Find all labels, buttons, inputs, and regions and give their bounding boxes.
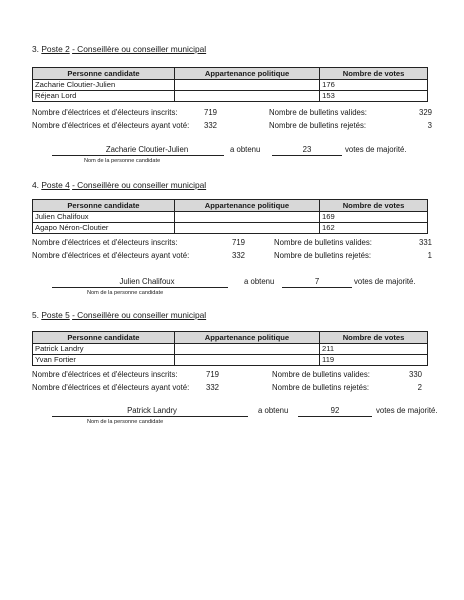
section-number: 5.	[32, 310, 39, 320]
winner-caption: Nom de la personne candidate	[87, 290, 164, 296]
candidate-name: Julien Chalifoux	[33, 212, 175, 223]
table-row	[33, 344, 428, 355]
majorite-label: votes de majorité.	[376, 406, 438, 415]
candidate-votes: 176	[320, 80, 428, 91]
winner-underline	[52, 416, 248, 417]
header-votes: Nombre de votes	[320, 332, 428, 344]
table-row	[33, 80, 428, 91]
header-party: Appartenance politique	[175, 68, 320, 80]
inscrits-label: Nombre d'électrices et d'électeurs inscrits:	[32, 370, 178, 379]
results-table	[32, 67, 428, 102]
header-party: Appartenance politique	[174, 200, 319, 212]
section-number: 3.	[32, 44, 39, 54]
majorite-underline	[272, 155, 342, 156]
inscrits-value: 719	[232, 238, 246, 247]
majorite-underline	[282, 287, 352, 288]
table-header-row	[33, 68, 428, 80]
rejetes-label: Nombre de bulletins rejetés:	[274, 251, 372, 260]
majorite-value: 92	[330, 406, 340, 415]
candidate-votes: 211	[320, 344, 428, 355]
results-table	[32, 199, 428, 234]
header-votes: Nombre de votes	[320, 68, 428, 80]
table-row	[33, 212, 428, 223]
candidate-party	[175, 91, 320, 102]
majorite-value: 23	[302, 145, 312, 154]
obtenu-label: a obtenu	[230, 145, 261, 154]
valides-label: Nombre de bulletins valides:	[274, 238, 372, 247]
candidate-name: Patrick Landry	[33, 344, 175, 355]
inscrits-label: Nombre d'électrices et d'électeurs inscrits:	[32, 108, 178, 117]
section-title	[32, 44, 206, 54]
ayant-vote-value: 332	[232, 251, 246, 260]
winner-caption: Nom de la personne candidate	[87, 419, 164, 425]
section-number: 4.	[32, 180, 39, 190]
section-title	[32, 310, 206, 320]
section-title-rest: - Conseillère ou conseiller municipal	[72, 44, 207, 54]
candidate-name: Zacharie Cloutier-Julien	[33, 80, 175, 91]
candidate-votes: 169	[320, 212, 428, 223]
candidate-votes: 153	[320, 91, 428, 102]
majorite-label: votes de majorité.	[345, 145, 407, 154]
winner-name: Julien Chalifoux	[119, 277, 175, 286]
section-title-rest: - Conseillère ou conseiller municipal	[72, 180, 207, 190]
candidate-party	[174, 355, 319, 366]
header-candidate: Personne candidate	[33, 68, 175, 80]
inscrits-label: Nombre d'électrices et d'électeurs inscrits:	[32, 238, 178, 247]
majorite-underline	[298, 416, 372, 417]
rejetes-label: Nombre de bulletins rejetés:	[272, 383, 370, 392]
valides-label: Nombre de bulletins valides:	[269, 108, 367, 117]
winner-caption: Nom de la personne candidate	[84, 158, 161, 164]
table-row	[33, 355, 428, 366]
candidate-name: Agapo Néron-Cloutier	[33, 223, 175, 234]
candidate-party	[175, 80, 320, 91]
candidate-votes: 119	[320, 355, 428, 366]
ayant-vote-label: Nombre d'électrices et d'électeurs ayant voté:	[32, 121, 190, 130]
rejetes-value: 3	[427, 121, 432, 130]
winner-name: Patrick Landry	[127, 406, 177, 415]
section-title	[32, 180, 206, 190]
section-poste: Poste 2	[41, 44, 70, 54]
majorite-label: votes de majorité.	[354, 277, 416, 286]
candidate-name: Yvan Fortier	[33, 355, 175, 366]
valides-value: 330	[408, 370, 422, 379]
table-row	[33, 223, 428, 234]
ayant-vote-value: 332	[204, 121, 218, 130]
valides-value: 331	[418, 238, 432, 247]
section-poste: Poste 5	[41, 310, 70, 320]
valides-value: 329	[418, 108, 432, 117]
winner-underline	[52, 287, 228, 288]
table-row	[33, 91, 428, 102]
header-candidate: Personne candidate	[33, 332, 175, 344]
header-votes: Nombre de votes	[320, 200, 428, 212]
majorite-value: 7	[314, 277, 320, 286]
obtenu-label: a obtenu	[258, 406, 289, 415]
results-table	[32, 331, 428, 366]
candidate-votes: 162	[320, 223, 428, 234]
ayant-vote-label: Nombre d'électrices et d'électeurs ayant voté:	[32, 251, 190, 260]
candidate-party	[174, 223, 319, 234]
ayant-vote-label: Nombre d'électrices et d'électeurs ayant voté:	[32, 383, 190, 392]
rejetes-label: Nombre de bulletins rejetés:	[269, 121, 367, 130]
winner-underline	[52, 155, 224, 156]
section-poste: Poste 4	[41, 180, 70, 190]
rejetes-value: 2	[417, 383, 422, 392]
candidate-party	[174, 212, 319, 223]
winner-name: Zacharie Cloutier-Julien	[105, 145, 189, 154]
header-party: Appartenance politique	[174, 332, 319, 344]
inscrits-value: 719	[204, 108, 218, 117]
inscrits-value: 719	[206, 370, 220, 379]
section-title-rest: - Conseillère ou conseiller municipal	[72, 310, 207, 320]
valides-label: Nombre de bulletins valides:	[272, 370, 370, 379]
candidate-name: Réjean Lord	[33, 91, 175, 102]
table-header-row	[33, 200, 428, 212]
candidate-party	[174, 344, 319, 355]
rejetes-value: 1	[427, 251, 432, 260]
obtenu-label: a obtenu	[244, 277, 275, 286]
table-header-row	[33, 332, 428, 344]
header-candidate: Personne candidate	[33, 200, 175, 212]
ayant-vote-value: 332	[206, 383, 220, 392]
